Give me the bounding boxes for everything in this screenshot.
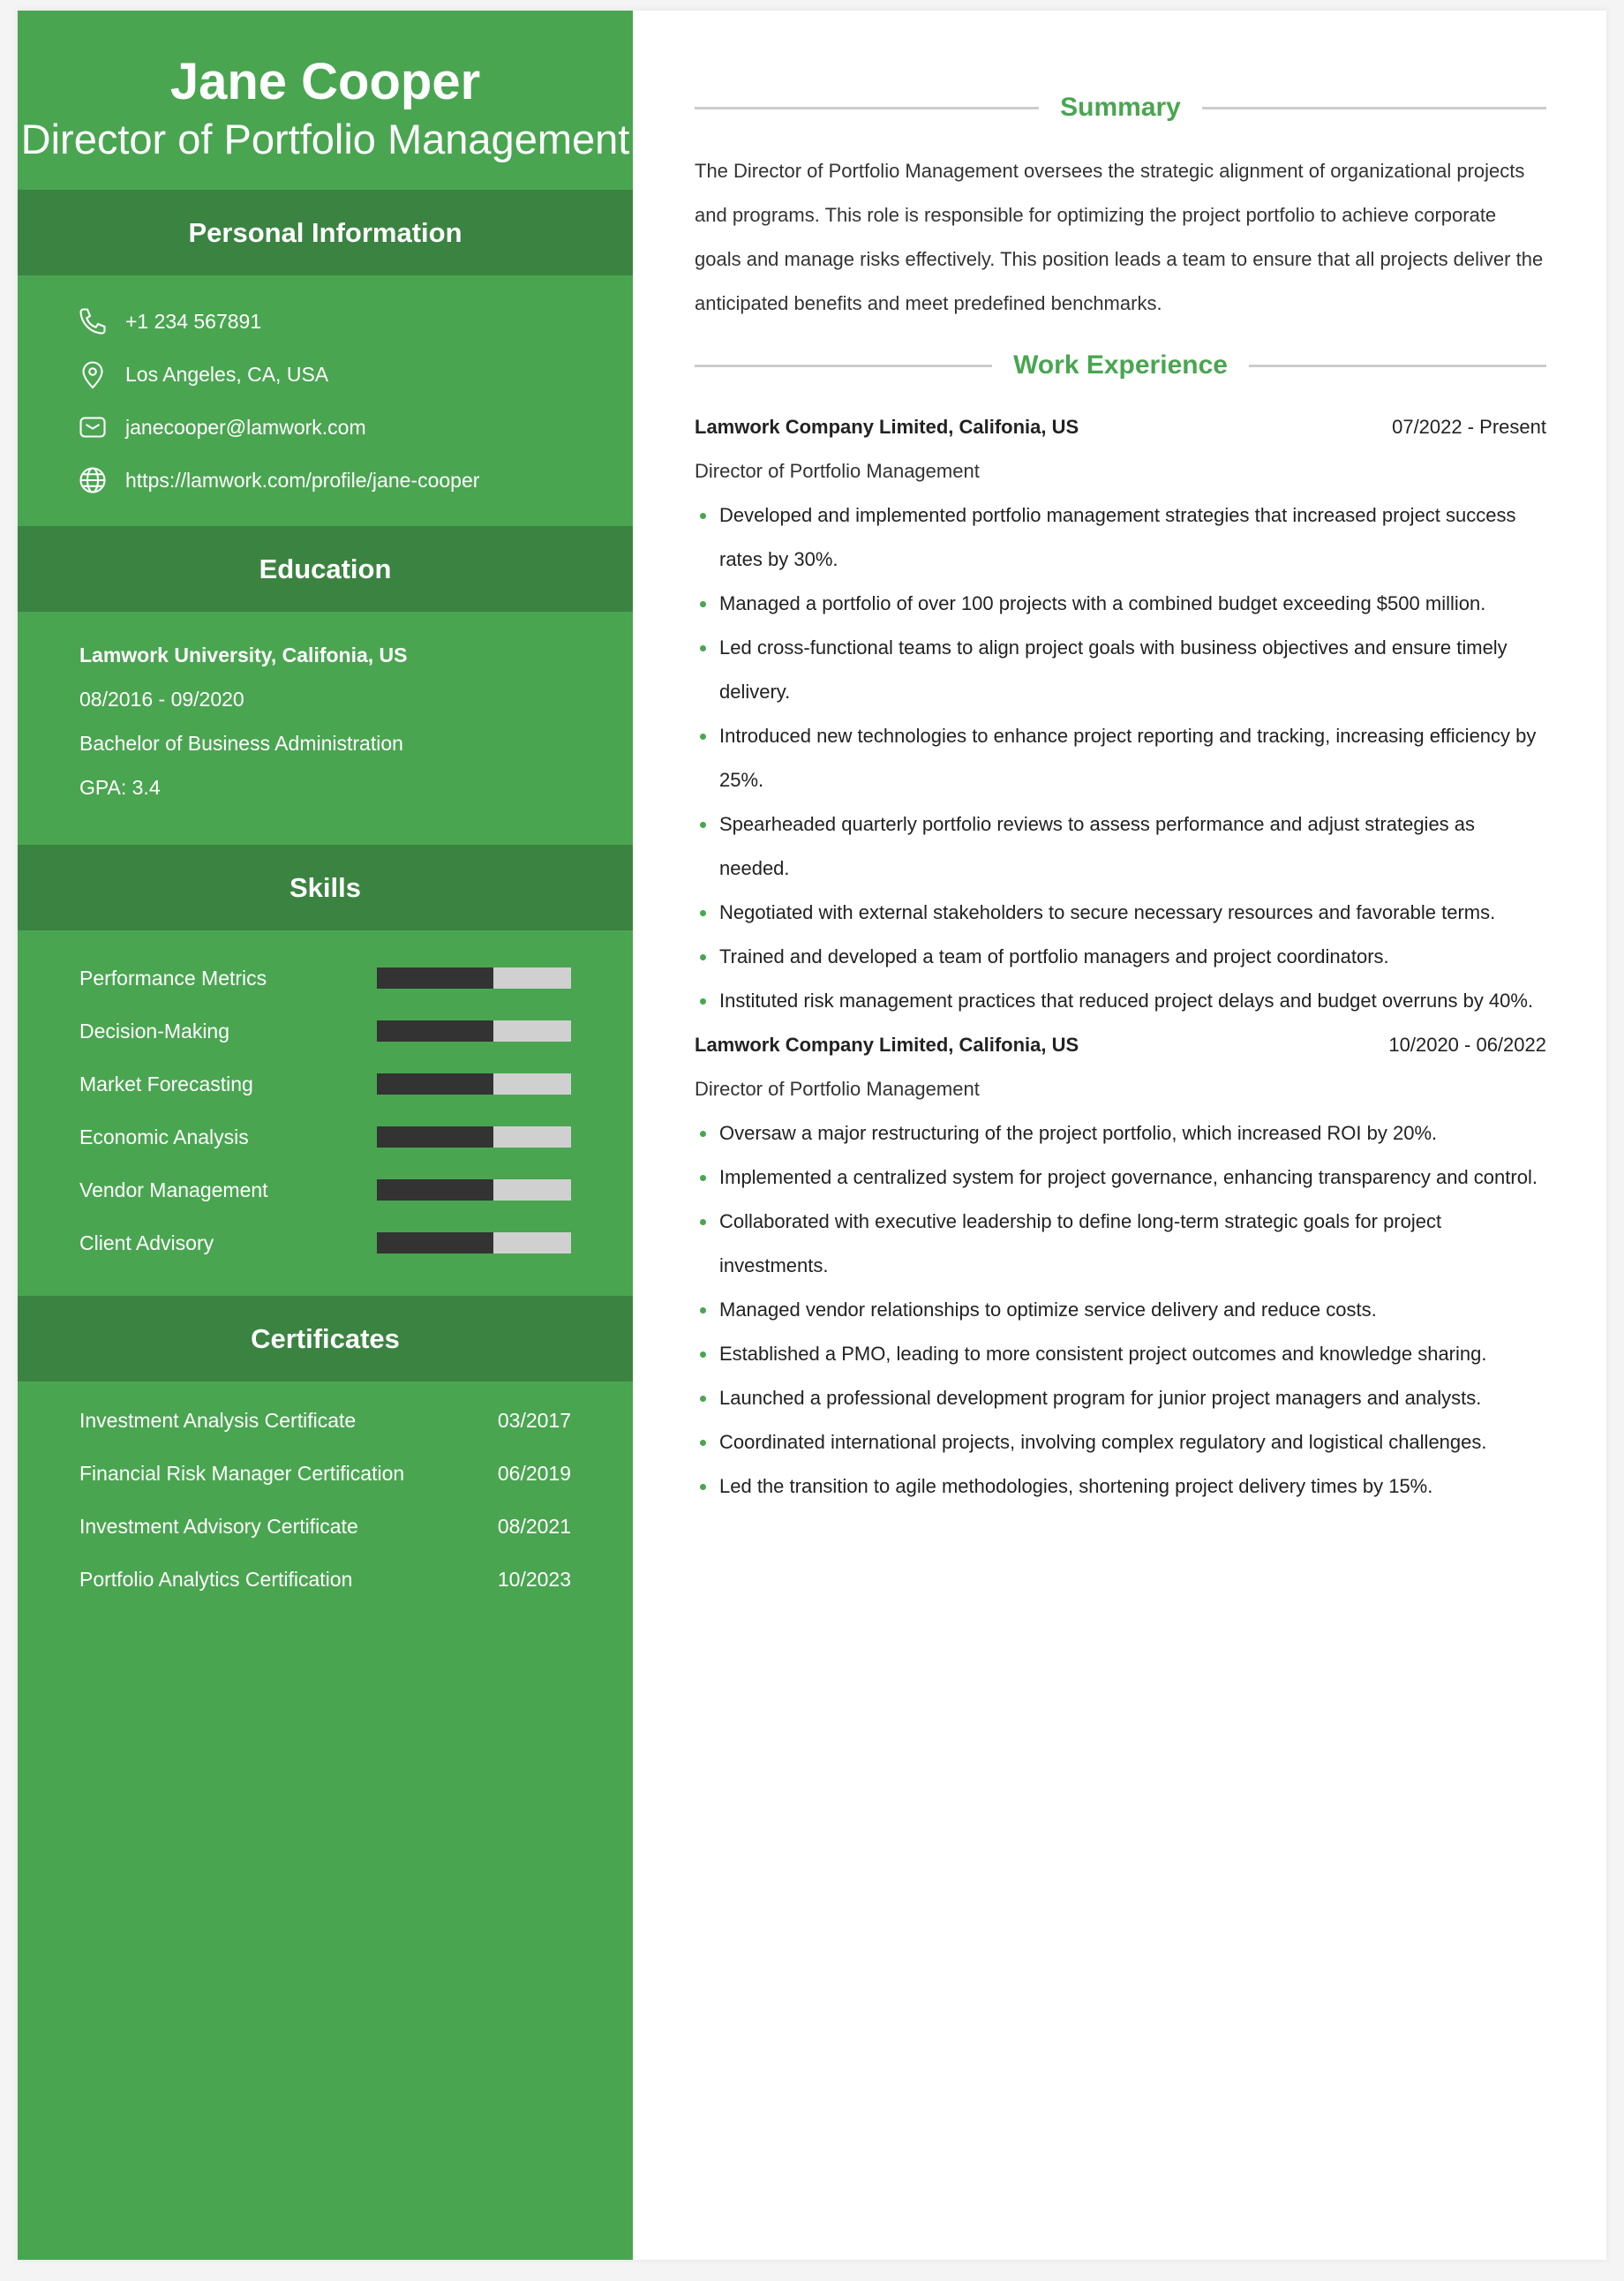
job-header bbox=[695, 405, 1546, 449]
summary-heading: Summary bbox=[1060, 93, 1181, 122]
job-dates: 10/2020 - 06/2022 bbox=[1388, 1034, 1546, 1056]
jobs-list bbox=[695, 405, 1546, 1509]
certificate-name: Investment Advisory Certificate bbox=[79, 1515, 358, 1538]
resume-header bbox=[18, 11, 633, 190]
skill-name: Performance Metrics bbox=[79, 966, 267, 990]
job-bullets bbox=[695, 1111, 1546, 1509]
skill-level-bar bbox=[377, 1232, 571, 1253]
divider-line bbox=[695, 365, 992, 367]
skill-name: Decision-Making bbox=[79, 1019, 230, 1043]
website-link[interactable]: https://lamwork.com/profile/jane-cooper bbox=[125, 468, 480, 492]
skill-name: Vendor Management bbox=[79, 1178, 268, 1201]
skill-row bbox=[79, 1163, 571, 1216]
divider-line bbox=[695, 107, 1039, 109]
job-header bbox=[695, 1023, 1546, 1067]
skill-name: Client Advisory bbox=[79, 1231, 214, 1254]
job-bullet: Oversaw a major restructuring of the project portfolio, which increased ROI by 20%. bbox=[719, 1111, 1546, 1156]
certificate-name: Investment Analysis Certificate bbox=[79, 1409, 357, 1432]
certificates-list bbox=[18, 1381, 633, 1615]
experience-heading-row bbox=[695, 343, 1546, 388]
job-bullet: Implemented a centralized system for project governance, enhancing transparency and control. bbox=[719, 1156, 1546, 1200]
skill-level-fill bbox=[377, 1179, 493, 1201]
certificate-name: Portfolio Analytics Certification bbox=[79, 1568, 353, 1591]
skill-level-bar bbox=[377, 1020, 571, 1042]
main-content bbox=[695, 11, 1546, 1509]
education-school: Lamwork University, Califonia, US bbox=[79, 644, 408, 666]
skills-list bbox=[18, 930, 633, 1296]
candidate-title: Director of Portfolio Management bbox=[20, 116, 630, 162]
job-bullet: Spearheaded quarterly portfolio reviews to assess performance and adjust strategies as needed. bbox=[719, 802, 1546, 891]
education-dates: 08/2016 - 09/2020 bbox=[79, 688, 244, 711]
skill-level-fill bbox=[377, 1020, 493, 1042]
resume-page bbox=[18, 11, 1606, 2260]
job-bullet: Coordinated international projects, involving complex regulatory and logistical challenges. bbox=[719, 1420, 1546, 1464]
job-entry bbox=[695, 1023, 1546, 1509]
job-bullet: Introduced new technologies to enhance project reporting and tracking, increasing efficiency by 25%. bbox=[719, 714, 1546, 802]
email-text[interactable]: janecooper@lamwork.com bbox=[125, 415, 366, 439]
job-dates: 07/2022 - Present bbox=[1392, 416, 1546, 438]
divider-line bbox=[1202, 107, 1546, 109]
skill-row bbox=[79, 1058, 571, 1110]
email-icon bbox=[76, 410, 109, 444]
job-bullet: Developed and implemented portfolio management strategies that increased project success rates by 30%. bbox=[719, 493, 1546, 582]
job-bullet: Negotiated with external stakeholders to secure necessary resources and favorable terms. bbox=[719, 891, 1546, 935]
job-bullet: Led cross-functional teams to align project goals with business objectives and ensure timely delivery. bbox=[719, 626, 1546, 714]
summary-text: The Director of Portfolio Management oversees the strategic alignment of organizational projects and programs. This role is responsible for optimizing the project portfolio to achieve corporate goals and manage risks effectively. This position leads a team to ensure that all projects deliver the anticipated benefits and meet predefined benchmarks. bbox=[695, 160, 1544, 314]
job-entry bbox=[695, 405, 1546, 1023]
skill-row bbox=[79, 952, 571, 1005]
skill-level-bar bbox=[377, 967, 571, 989]
certificate-date: 06/2019 bbox=[497, 1462, 571, 1485]
education-section bbox=[18, 612, 633, 845]
candidate-name: Jane Cooper bbox=[169, 53, 481, 110]
certificate-row bbox=[79, 1456, 571, 1509]
skill-level-bar bbox=[377, 1126, 571, 1148]
phone-text: +1 234 567891 bbox=[125, 309, 262, 333]
skill-level-fill bbox=[377, 1126, 493, 1148]
personal-info-heading: Personal Information bbox=[18, 190, 633, 275]
job-role: Director of Portfolio Management bbox=[695, 1078, 980, 1100]
job-bullet: Managed vendor relationships to optimize service delivery and reduce costs. bbox=[719, 1288, 1546, 1332]
job-bullet: Launched a professional development program for junior project managers and analysts. bbox=[719, 1376, 1546, 1420]
job-role: Director of Portfolio Management bbox=[695, 460, 980, 482]
job-company: Lamwork Company Limited, Califonia, US bbox=[695, 416, 1079, 438]
contact-email bbox=[18, 401, 633, 454]
skill-name: Economic Analysis bbox=[79, 1125, 249, 1148]
experience-heading: Work Experience bbox=[1013, 350, 1228, 380]
certificates-heading: Certificates bbox=[18, 1296, 633, 1381]
certificate-row bbox=[79, 1562, 571, 1615]
contact-list bbox=[18, 275, 633, 526]
location-pin-icon bbox=[76, 358, 109, 391]
job-bullet: Led the transition to agile methodologies, shortening project delivery times by 15%. bbox=[719, 1464, 1546, 1509]
contact-phone bbox=[18, 295, 633, 348]
globe-icon bbox=[76, 463, 109, 497]
skill-name: Market Forecasting bbox=[79, 1072, 253, 1095]
certificate-row bbox=[79, 1509, 571, 1562]
certificate-date: 10/2023 bbox=[497, 1568, 571, 1591]
skill-level-fill bbox=[377, 1073, 493, 1095]
education-gpa: GPA: 3.4 bbox=[79, 776, 161, 799]
contact-location bbox=[18, 348, 633, 401]
certificate-row bbox=[79, 1403, 571, 1456]
job-bullet: Collaborated with executive leadership to define long-term strategic goals for project investments. bbox=[719, 1200, 1546, 1288]
job-bullet: Trained and developed a team of portfolio managers and project coordinators. bbox=[719, 935, 1546, 979]
skill-row bbox=[79, 1110, 571, 1163]
contact-website bbox=[18, 454, 633, 507]
skill-level-fill bbox=[377, 967, 493, 989]
skill-row bbox=[79, 1005, 571, 1058]
location-text: Los Angeles, CA, USA bbox=[125, 362, 329, 386]
job-bullet: Instituted risk management practices that reduced project delays and budget overruns by 40%. bbox=[719, 979, 1546, 1023]
job-bullet: Managed a portfolio of over 100 projects with a combined budget exceeding $500 million. bbox=[719, 582, 1546, 626]
phone-icon bbox=[76, 305, 109, 338]
summary-heading-row bbox=[695, 86, 1546, 130]
job-company: Lamwork Company Limited, Califonia, US bbox=[695, 1034, 1079, 1056]
certificate-date: 03/2017 bbox=[497, 1409, 571, 1432]
skill-row bbox=[79, 1216, 571, 1269]
education-degree: Bachelor of Business Administration bbox=[79, 732, 403, 755]
certificate-date: 08/2021 bbox=[497, 1515, 571, 1538]
skill-level-bar bbox=[377, 1179, 571, 1201]
skills-heading: Skills bbox=[18, 845, 633, 930]
skill-level-fill bbox=[377, 1232, 493, 1253]
job-bullet: Established a PMO, leading to more consistent project outcomes and knowledge sharing. bbox=[719, 1332, 1546, 1376]
sidebar bbox=[18, 11, 633, 2260]
education-heading: Education bbox=[18, 526, 633, 612]
skill-level-bar bbox=[377, 1073, 571, 1095]
certificate-name: Financial Risk Manager Certification bbox=[79, 1462, 405, 1485]
divider-line bbox=[1249, 365, 1546, 367]
job-bullets bbox=[695, 493, 1546, 1023]
